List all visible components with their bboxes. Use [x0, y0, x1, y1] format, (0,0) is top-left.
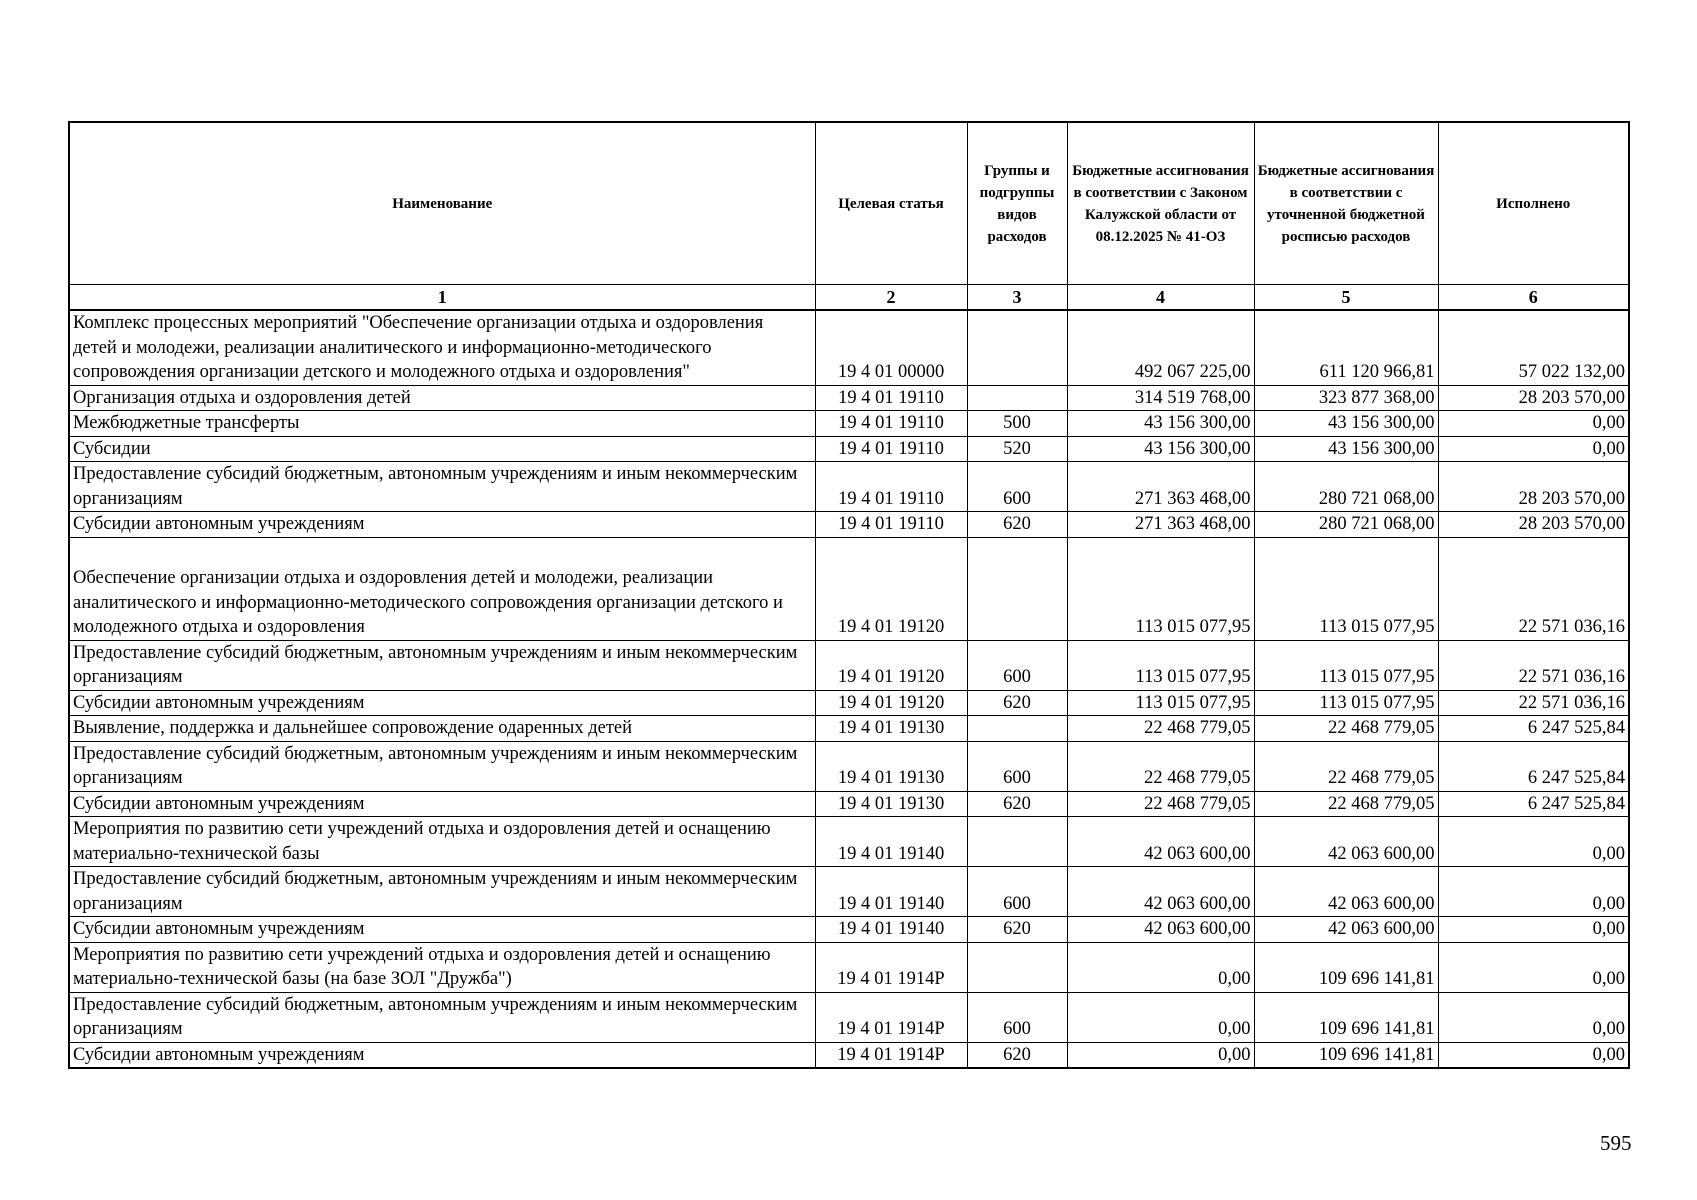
- row-expense-group-cell: 600: [967, 992, 1067, 1042]
- table-row: [69, 942, 1629, 992]
- row-executed-cell: 0,00: [1438, 436, 1629, 462]
- row-plan-allocation-cell: 22 468 779,05: [1254, 791, 1438, 817]
- row-law-allocation-cell: 0,00: [1067, 942, 1254, 992]
- row-plan-allocation-cell: 42 063 600,00: [1254, 867, 1438, 917]
- row-executed-cell: 22 571 036,16: [1438, 537, 1629, 640]
- row-executed-cell: 22 571 036,16: [1438, 690, 1629, 716]
- table-row: [69, 690, 1629, 716]
- table-row: [69, 310, 1629, 385]
- row-law-allocation-cell: 43 156 300,00: [1067, 436, 1254, 462]
- row-plan-allocation-cell: 113 015 077,95: [1254, 640, 1438, 690]
- row-law-allocation-cell: 0,00: [1067, 1042, 1254, 1068]
- row-executed-cell: 0,00: [1438, 992, 1629, 1042]
- row-law-allocation-cell: 271 363 468,00: [1067, 512, 1254, 538]
- table-row: [69, 512, 1629, 538]
- row-expense-group-cell: [967, 817, 1067, 867]
- row-law-allocation-cell: 43 156 300,00: [1067, 411, 1254, 437]
- table-row: [69, 1042, 1629, 1068]
- column-number: 5: [1254, 285, 1438, 311]
- column-number: 3: [967, 285, 1067, 311]
- header-name: Наименование: [69, 122, 815, 285]
- row-name-cell: Предоставление субсидий бюджетным, автономным учреждениям и иным некоммерческим организациям: [69, 867, 815, 917]
- row-name-cell: Субсидии автономным учреждениям: [69, 690, 815, 716]
- row-target-article-cell: 19 4 01 19130: [815, 791, 967, 817]
- row-target-article-cell: 19 4 01 19140: [815, 867, 967, 917]
- column-number: 4: [1067, 285, 1254, 311]
- row-name-cell: Предоставление субсидий бюджетным, автономным учреждениям и иным некоммерческим организациям: [69, 462, 815, 512]
- row-plan-allocation-cell: 323 877 368,00: [1254, 385, 1438, 411]
- row-plan-allocation-cell: 611 120 966,81: [1254, 310, 1438, 385]
- row-expense-group-cell: 620: [967, 512, 1067, 538]
- row-expense-group-cell: [967, 385, 1067, 411]
- column-numbers-row: [69, 285, 1629, 311]
- row-target-article-cell: 19 4 01 19120: [815, 640, 967, 690]
- table-row: [69, 640, 1629, 690]
- row-name-cell: Субсидии: [69, 436, 815, 462]
- header-expense-group: Группы и подгруппы видов расходов: [967, 122, 1067, 285]
- row-target-article-cell: 19 4 01 00000: [815, 310, 967, 385]
- row-law-allocation-cell: 42 063 600,00: [1067, 867, 1254, 917]
- row-target-article-cell: 19 4 01 19140: [815, 917, 967, 943]
- row-executed-cell: 6 247 525,84: [1438, 741, 1629, 791]
- row-name-cell: Субсидии автономным учреждениям: [69, 512, 815, 538]
- row-plan-allocation-cell: 22 468 779,05: [1254, 716, 1438, 742]
- row-plan-allocation-cell: 42 063 600,00: [1254, 917, 1438, 943]
- row-executed-cell: 28 203 570,00: [1438, 512, 1629, 538]
- row-expense-group-cell: [967, 716, 1067, 742]
- row-plan-allocation-cell: 109 696 141,81: [1254, 992, 1438, 1042]
- row-name-cell: Предоставление субсидий бюджетным, автономным учреждениям и иным некоммерческим организациям: [69, 640, 815, 690]
- row-target-article-cell: 19 4 01 19120: [815, 690, 967, 716]
- row-name-cell: Предоставление субсидий бюджетным, автономным учреждениям и иным некоммерческим организациям: [69, 992, 815, 1042]
- row-executed-cell: 0,00: [1438, 867, 1629, 917]
- row-plan-allocation-cell: 113 015 077,95: [1254, 690, 1438, 716]
- row-law-allocation-cell: 42 063 600,00: [1067, 917, 1254, 943]
- row-target-article-cell: 19 4 01 1914Р: [815, 992, 967, 1042]
- page-number: 595: [1600, 1131, 1632, 1155]
- row-name-cell: Организация отдыха и оздоровления детей: [69, 385, 815, 411]
- table-row: [69, 917, 1629, 943]
- row-plan-allocation-cell: 280 721 068,00: [1254, 462, 1438, 512]
- row-expense-group-cell: 600: [967, 640, 1067, 690]
- row-name-cell: Выявление, поддержка и дальнейшее сопровождение одаренных детей: [69, 716, 815, 742]
- row-law-allocation-cell: 0,00: [1067, 992, 1254, 1042]
- row-executed-cell: 0,00: [1438, 817, 1629, 867]
- row-expense-group-cell: [967, 310, 1067, 385]
- column-number: 2: [815, 285, 967, 311]
- row-target-article-cell: 19 4 01 19110: [815, 462, 967, 512]
- row-name-cell: Мероприятия по развитию сети учреждений отдыха и оздоровления детей и оснащению материально-технической базы: [69, 817, 815, 867]
- row-plan-allocation-cell: 109 696 141,81: [1254, 1042, 1438, 1068]
- row-name-cell: Субсидии автономным учреждениям: [69, 917, 815, 943]
- row-plan-allocation-cell: 22 468 779,05: [1254, 741, 1438, 791]
- row-plan-allocation-cell: 42 063 600,00: [1254, 817, 1438, 867]
- row-target-article-cell: 19 4 01 19110: [815, 411, 967, 437]
- row-expense-group-cell: [967, 537, 1067, 640]
- row-plan-allocation-cell: 280 721 068,00: [1254, 512, 1438, 538]
- row-executed-cell: 0,00: [1438, 917, 1629, 943]
- table-row: [69, 716, 1629, 742]
- table-row: [69, 992, 1629, 1042]
- row-law-allocation-cell: 22 468 779,05: [1067, 791, 1254, 817]
- row-law-allocation-cell: 113 015 077,95: [1067, 690, 1254, 716]
- header-executed: Исполнено: [1438, 122, 1629, 285]
- row-name-cell: Комплекс процессных мероприятий "Обеспечение организации отдыха и оздоровления детей и молодежи, реализации аналитического и информационно-методического сопровождения организации детского и молодежного отдыха и оздоровления": [69, 310, 815, 385]
- header-row: [69, 122, 1629, 285]
- row-target-article-cell: 19 4 01 19130: [815, 741, 967, 791]
- row-law-allocation-cell: 22 468 779,05: [1067, 716, 1254, 742]
- row-executed-cell: 0,00: [1438, 411, 1629, 437]
- header-target-article: Целевая статья: [815, 122, 967, 285]
- row-name-cell: Субсидии автономным учреждениям: [69, 791, 815, 817]
- row-name-cell: Межбюджетные трансферты: [69, 411, 815, 437]
- row-target-article-cell: 19 4 01 1914Р: [815, 942, 967, 992]
- row-target-article-cell: 19 4 01 19110: [815, 436, 967, 462]
- row-law-allocation-cell: 492 067 225,00: [1067, 310, 1254, 385]
- row-expense-group-cell: 620: [967, 917, 1067, 943]
- row-executed-cell: 6 247 525,84: [1438, 716, 1629, 742]
- row-law-allocation-cell: 314 519 768,00: [1067, 385, 1254, 411]
- row-name-cell: Мероприятия по развитию сети учреждений отдыха и оздоровления детей и оснащению материально-технической базы (на базе ЗОЛ "Дружба"): [69, 942, 815, 992]
- row-expense-group-cell: 600: [967, 867, 1067, 917]
- row-law-allocation-cell: 113 015 077,95: [1067, 537, 1254, 640]
- row-expense-group-cell: 600: [967, 462, 1067, 512]
- header-plan-allocation: Бюджетные ассигнования в соответствии с уточненной бюджетной росписью расходов: [1254, 122, 1438, 285]
- row-target-article-cell: 19 4 01 1914Р: [815, 1042, 967, 1068]
- row-plan-allocation-cell: 113 015 077,95: [1254, 537, 1438, 640]
- row-target-article-cell: 19 4 01 19110: [815, 385, 967, 411]
- row-name-cell: Субсидии автономным учреждениям: [69, 1042, 815, 1068]
- row-name-cell: Обеспечение организации отдыха и оздоровления детей и молодежи, реализации аналитического и информационно-методического сопровождения организации детского и молодежного отдыха и оздоровления: [69, 537, 815, 640]
- table-row: [69, 385, 1629, 411]
- budget-table: [68, 121, 1630, 1069]
- row-expense-group-cell: 520: [967, 436, 1067, 462]
- table-row: [69, 462, 1629, 512]
- row-executed-cell: 28 203 570,00: [1438, 462, 1629, 512]
- header-law-allocation: Бюджетные ассигнования в соответствии с Законом Калужской области от 08.12.2025 № 41-ОЗ: [1067, 122, 1254, 285]
- table-row: [69, 817, 1629, 867]
- row-target-article-cell: 19 4 01 19110: [815, 512, 967, 538]
- row-name-cell: Предоставление субсидий бюджетным, автономным учреждениям и иным некоммерческим организациям: [69, 741, 815, 791]
- row-plan-allocation-cell: 109 696 141,81: [1254, 942, 1438, 992]
- row-expense-group-cell: 620: [967, 690, 1067, 716]
- row-executed-cell: 0,00: [1438, 942, 1629, 992]
- row-plan-allocation-cell: 43 156 300,00: [1254, 436, 1438, 462]
- row-law-allocation-cell: 271 363 468,00: [1067, 462, 1254, 512]
- row-plan-allocation-cell: 43 156 300,00: [1254, 411, 1438, 437]
- table-row: [69, 791, 1629, 817]
- column-number: 1: [69, 285, 815, 311]
- table-row: [69, 436, 1629, 462]
- row-target-article-cell: 19 4 01 19130: [815, 716, 967, 742]
- row-target-article-cell: 19 4 01 19140: [815, 817, 967, 867]
- table-row: [69, 867, 1629, 917]
- row-law-allocation-cell: 22 468 779,05: [1067, 741, 1254, 791]
- column-number: 6: [1438, 285, 1629, 311]
- table-row: [69, 741, 1629, 791]
- row-executed-cell: 0,00: [1438, 1042, 1629, 1068]
- table-row: [69, 411, 1629, 437]
- row-expense-group-cell: 620: [967, 1042, 1067, 1068]
- row-law-allocation-cell: 42 063 600,00: [1067, 817, 1254, 867]
- row-expense-group-cell: 500: [967, 411, 1067, 437]
- row-executed-cell: 57 022 132,00: [1438, 310, 1629, 385]
- row-expense-group-cell: 620: [967, 791, 1067, 817]
- row-expense-group-cell: 600: [967, 741, 1067, 791]
- row-target-article-cell: 19 4 01 19120: [815, 537, 967, 640]
- row-executed-cell: 22 571 036,16: [1438, 640, 1629, 690]
- row-law-allocation-cell: 113 015 077,95: [1067, 640, 1254, 690]
- table-row: [69, 537, 1629, 640]
- row-executed-cell: 28 203 570,00: [1438, 385, 1629, 411]
- row-executed-cell: 6 247 525,84: [1438, 791, 1629, 817]
- row-expense-group-cell: [967, 942, 1067, 992]
